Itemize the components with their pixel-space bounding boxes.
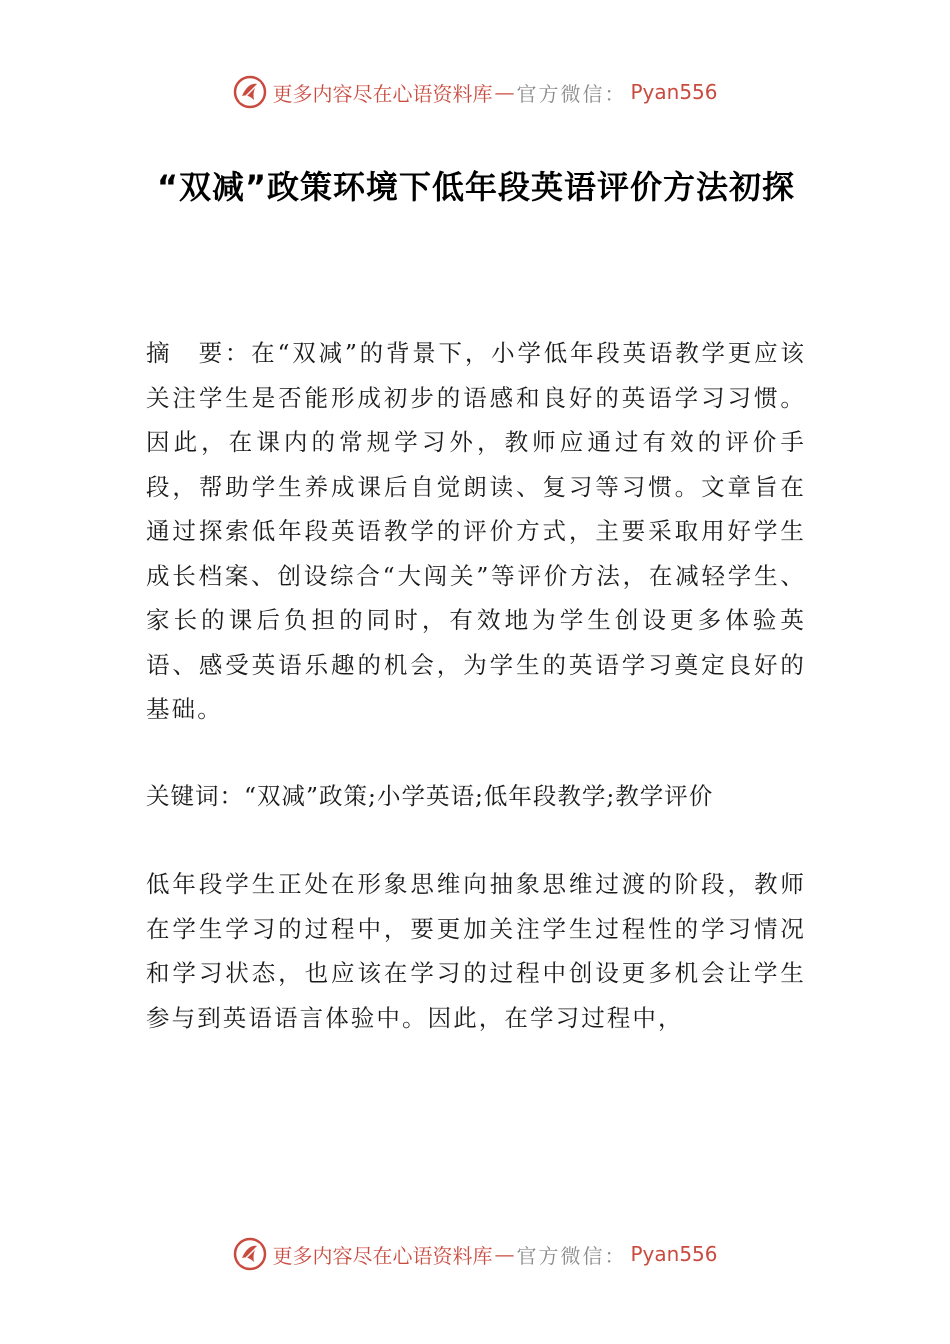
banner-wechat-id: Pyan556 [630,80,718,104]
banner-wechat-id: Pyan556 [630,1242,718,1266]
footer-banner [0,1234,950,1274]
banner-dash: — [494,1242,515,1266]
banner-wechat-label: 官方微信： [516,81,627,106]
keywords-line: 关键词：“双减”政策;小学英语;低年段教学;教学评价 [146,782,714,810]
brand-logo-icon [232,1236,268,1272]
banner-wechat-label: 官方微信： [516,1243,627,1268]
document-title: “双减”政策环境下低年段英语评价方法初探 [156,168,796,206]
header-banner [0,72,950,112]
abstract-paragraph: 摘 要：在“双减”的背景下，小学低年段英语教学更应该关注学生是否能形成初步的语感和良好的英语学习习惯。因此，在课内的常规学习外，教师应通过有效的评价手段，帮助学生养成课后自觉朗读、复习等习惯。文章旨在通过探索低年段英语教学的评价方式，主要采取用好学生成长档案、创设综合“大闯关”等评价方法，在减轻学生、家长的课后负担的同时，有效地为学生创设更多体验英语、感受英语乐趣的机会，为学生的英语学习奠定良好的基础。 [146,339,806,723]
body-paragraph: 低年段学生正处在形象思维向抽象思维过渡的阶段，教师在学生学习的过程中，要更加关注学生过程性的学习情况和学习状态，也应该在学习的过程中创设更多机会让学生参与到英语语言体验中。因此，在学习过程中， [146,870,806,1032]
banner-promo-text: 更多内容尽在心语资料库 [272,1243,493,1268]
banner-promo-text: 更多内容尽在心语资料库 [272,81,493,106]
banner-dash: — [494,80,515,104]
brand-logo-icon [232,74,268,110]
